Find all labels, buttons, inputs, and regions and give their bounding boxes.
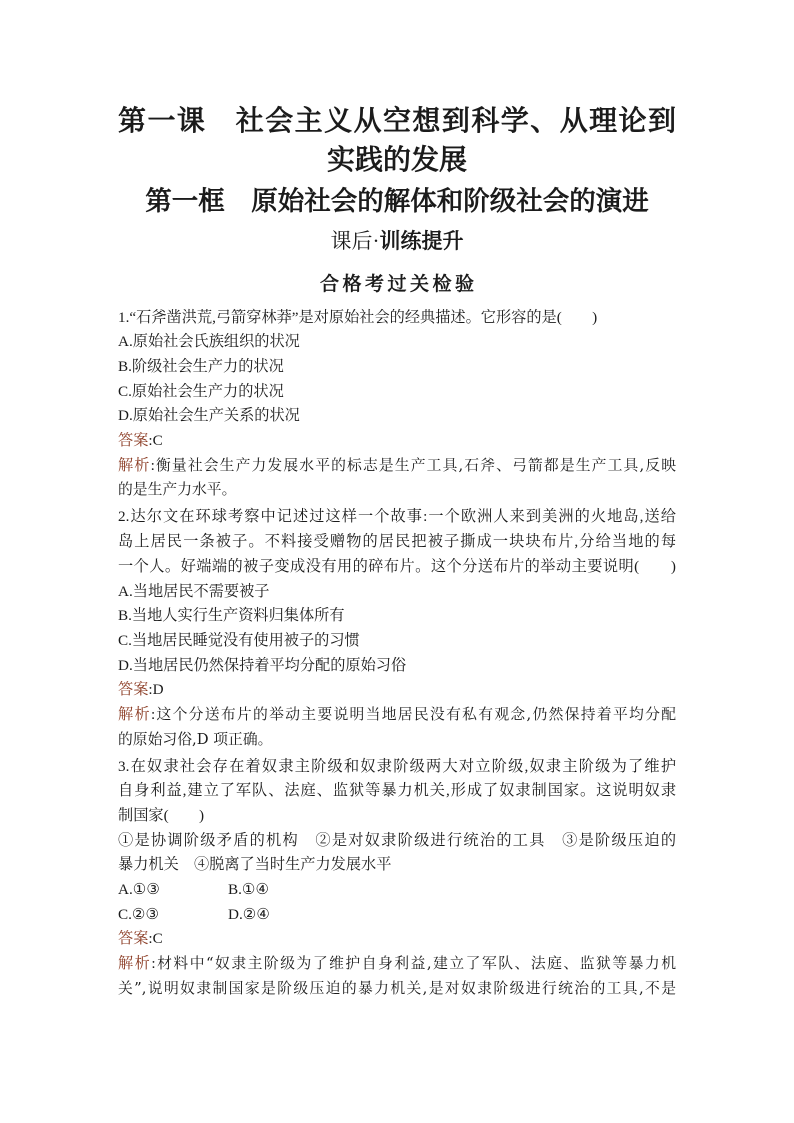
- lesson-title: 第一课 社会主义从空想到科学、从理论到实践的发展: [118, 105, 676, 176]
- question-stem-line: 1.“石斧凿洪荒,弓箭穿林莽”是对原始社会的经典描述。它形容的是( ): [118, 308, 598, 326]
- answer-separator: :: [148, 930, 153, 948]
- option-d: D.当地居民仍然保持着平均分配的原始习俗: [118, 656, 407, 674]
- analysis-line: [118, 454, 676, 479]
- answer-label: 答案: [118, 681, 149, 699]
- answer-label: 答案: [118, 432, 149, 450]
- analysis-text: 关”,说明奴隶制国家是阶级压迫的暴力机关,是对奴隶阶级进行统治的工具,不是: [118, 979, 676, 997]
- option-d: D.②④: [228, 905, 270, 923]
- analysis-line: [118, 977, 676, 1002]
- option-row: [118, 878, 676, 903]
- answer-line: [118, 678, 676, 703]
- question-1: [118, 306, 676, 504]
- option-b: B.①④: [228, 881, 270, 899]
- statement-line: ①是协调阶级矛盾的机构 ②是对奴隶阶级进行统治的工具 ③是阶级压迫的: [118, 831, 676, 849]
- answer-value: D: [152, 681, 164, 699]
- option-b: B.阶级社会生产力的状况: [118, 358, 284, 376]
- analysis-label: 解析: [118, 955, 152, 973]
- option-a: A.当地居民不需要被子: [118, 582, 270, 600]
- answer-separator: :: [148, 432, 153, 450]
- analysis-separator: :: [150, 705, 156, 723]
- answer-separator: :: [148, 681, 153, 699]
- question-stem-line: 一个人。好端端的被子变成没有用的碎布片。这个分送布片的举动主要说明( ): [118, 557, 676, 575]
- option-c: C.②③: [118, 905, 160, 923]
- answer-label: 答案: [118, 930, 149, 948]
- answer-value: C: [152, 930, 163, 948]
- analysis-line: [118, 952, 676, 977]
- option-d: D.原始社会生产关系的状况: [118, 407, 300, 425]
- analysis-text: 材料中“奴隶主阶级为了维护自身利益,建立了军队、法庭、监狱等暴力机: [155, 955, 676, 973]
- option-row: [118, 903, 676, 928]
- question-3: [118, 755, 676, 1002]
- answer-value: C: [152, 432, 163, 450]
- analysis-text: 衡量社会生产力发展水平的标志是生产工具,石斧、弓箭都是生产工具,反映: [154, 456, 676, 474]
- answer-line: [118, 927, 676, 952]
- question-stem-line: 制国家( ): [118, 806, 205, 824]
- option-c: C.原始社会生产力的状况: [118, 382, 284, 400]
- analysis-text: 的是生产力水平。: [118, 481, 237, 499]
- exercise-name: 训练提升: [379, 229, 464, 253]
- analysis-line: [118, 728, 676, 753]
- page-content: [118, 0, 676, 1001]
- section-title: 第一框 原始社会的解体和阶级社会的演进: [145, 186, 649, 216]
- analysis-text: 这个分送布片的举动主要说明当地居民没有私有观念,仍然保持着平均分配: [155, 705, 676, 723]
- answer-line: [118, 429, 676, 454]
- analysis-line: [118, 478, 676, 503]
- question-stem-line: 3.在奴隶社会存在着奴隶主阶级和奴隶阶级两大对立阶级,奴隶主阶级为了维护: [118, 757, 676, 775]
- option-c: C.当地居民睡觉没有使用被子的习惯: [118, 631, 360, 649]
- analysis-line: [118, 703, 676, 728]
- option-b: B.当地人实行生产资料归集体所有: [118, 607, 345, 625]
- analysis-separator: :: [150, 456, 155, 474]
- statement-line: 暴力机关 ④脱离了当时生产力发展水平: [118, 856, 392, 874]
- level-heading: 合格考过关检验: [319, 274, 478, 295]
- question-stem-line: 2.达尔文在环球考察中记述过这样一个故事:一个欧洲人来到美洲的火地岛,送给: [118, 508, 676, 526]
- analysis-text: 的原始习俗,D 项正确。: [118, 730, 273, 748]
- analysis-separator: :: [151, 955, 156, 973]
- option-a: A.①③: [118, 881, 160, 899]
- question-2: [118, 505, 676, 752]
- question-stem-line: 岛上居民一条被子。不料接受赠物的居民把被子撕成一块块布片,分给当地的每: [118, 533, 676, 551]
- exercise-heading: [118, 226, 676, 256]
- analysis-label: 解析: [118, 456, 151, 474]
- question-stem-line: 自身利益,建立了军队、法庭、监狱等暴力机关,形成了奴隶制国家。这说明奴隶: [118, 782, 676, 800]
- exercise-prefix: 课后·: [330, 229, 380, 253]
- analysis-label: 解析: [118, 705, 151, 723]
- option-a: A.原始社会氏族组织的状况: [118, 333, 300, 351]
